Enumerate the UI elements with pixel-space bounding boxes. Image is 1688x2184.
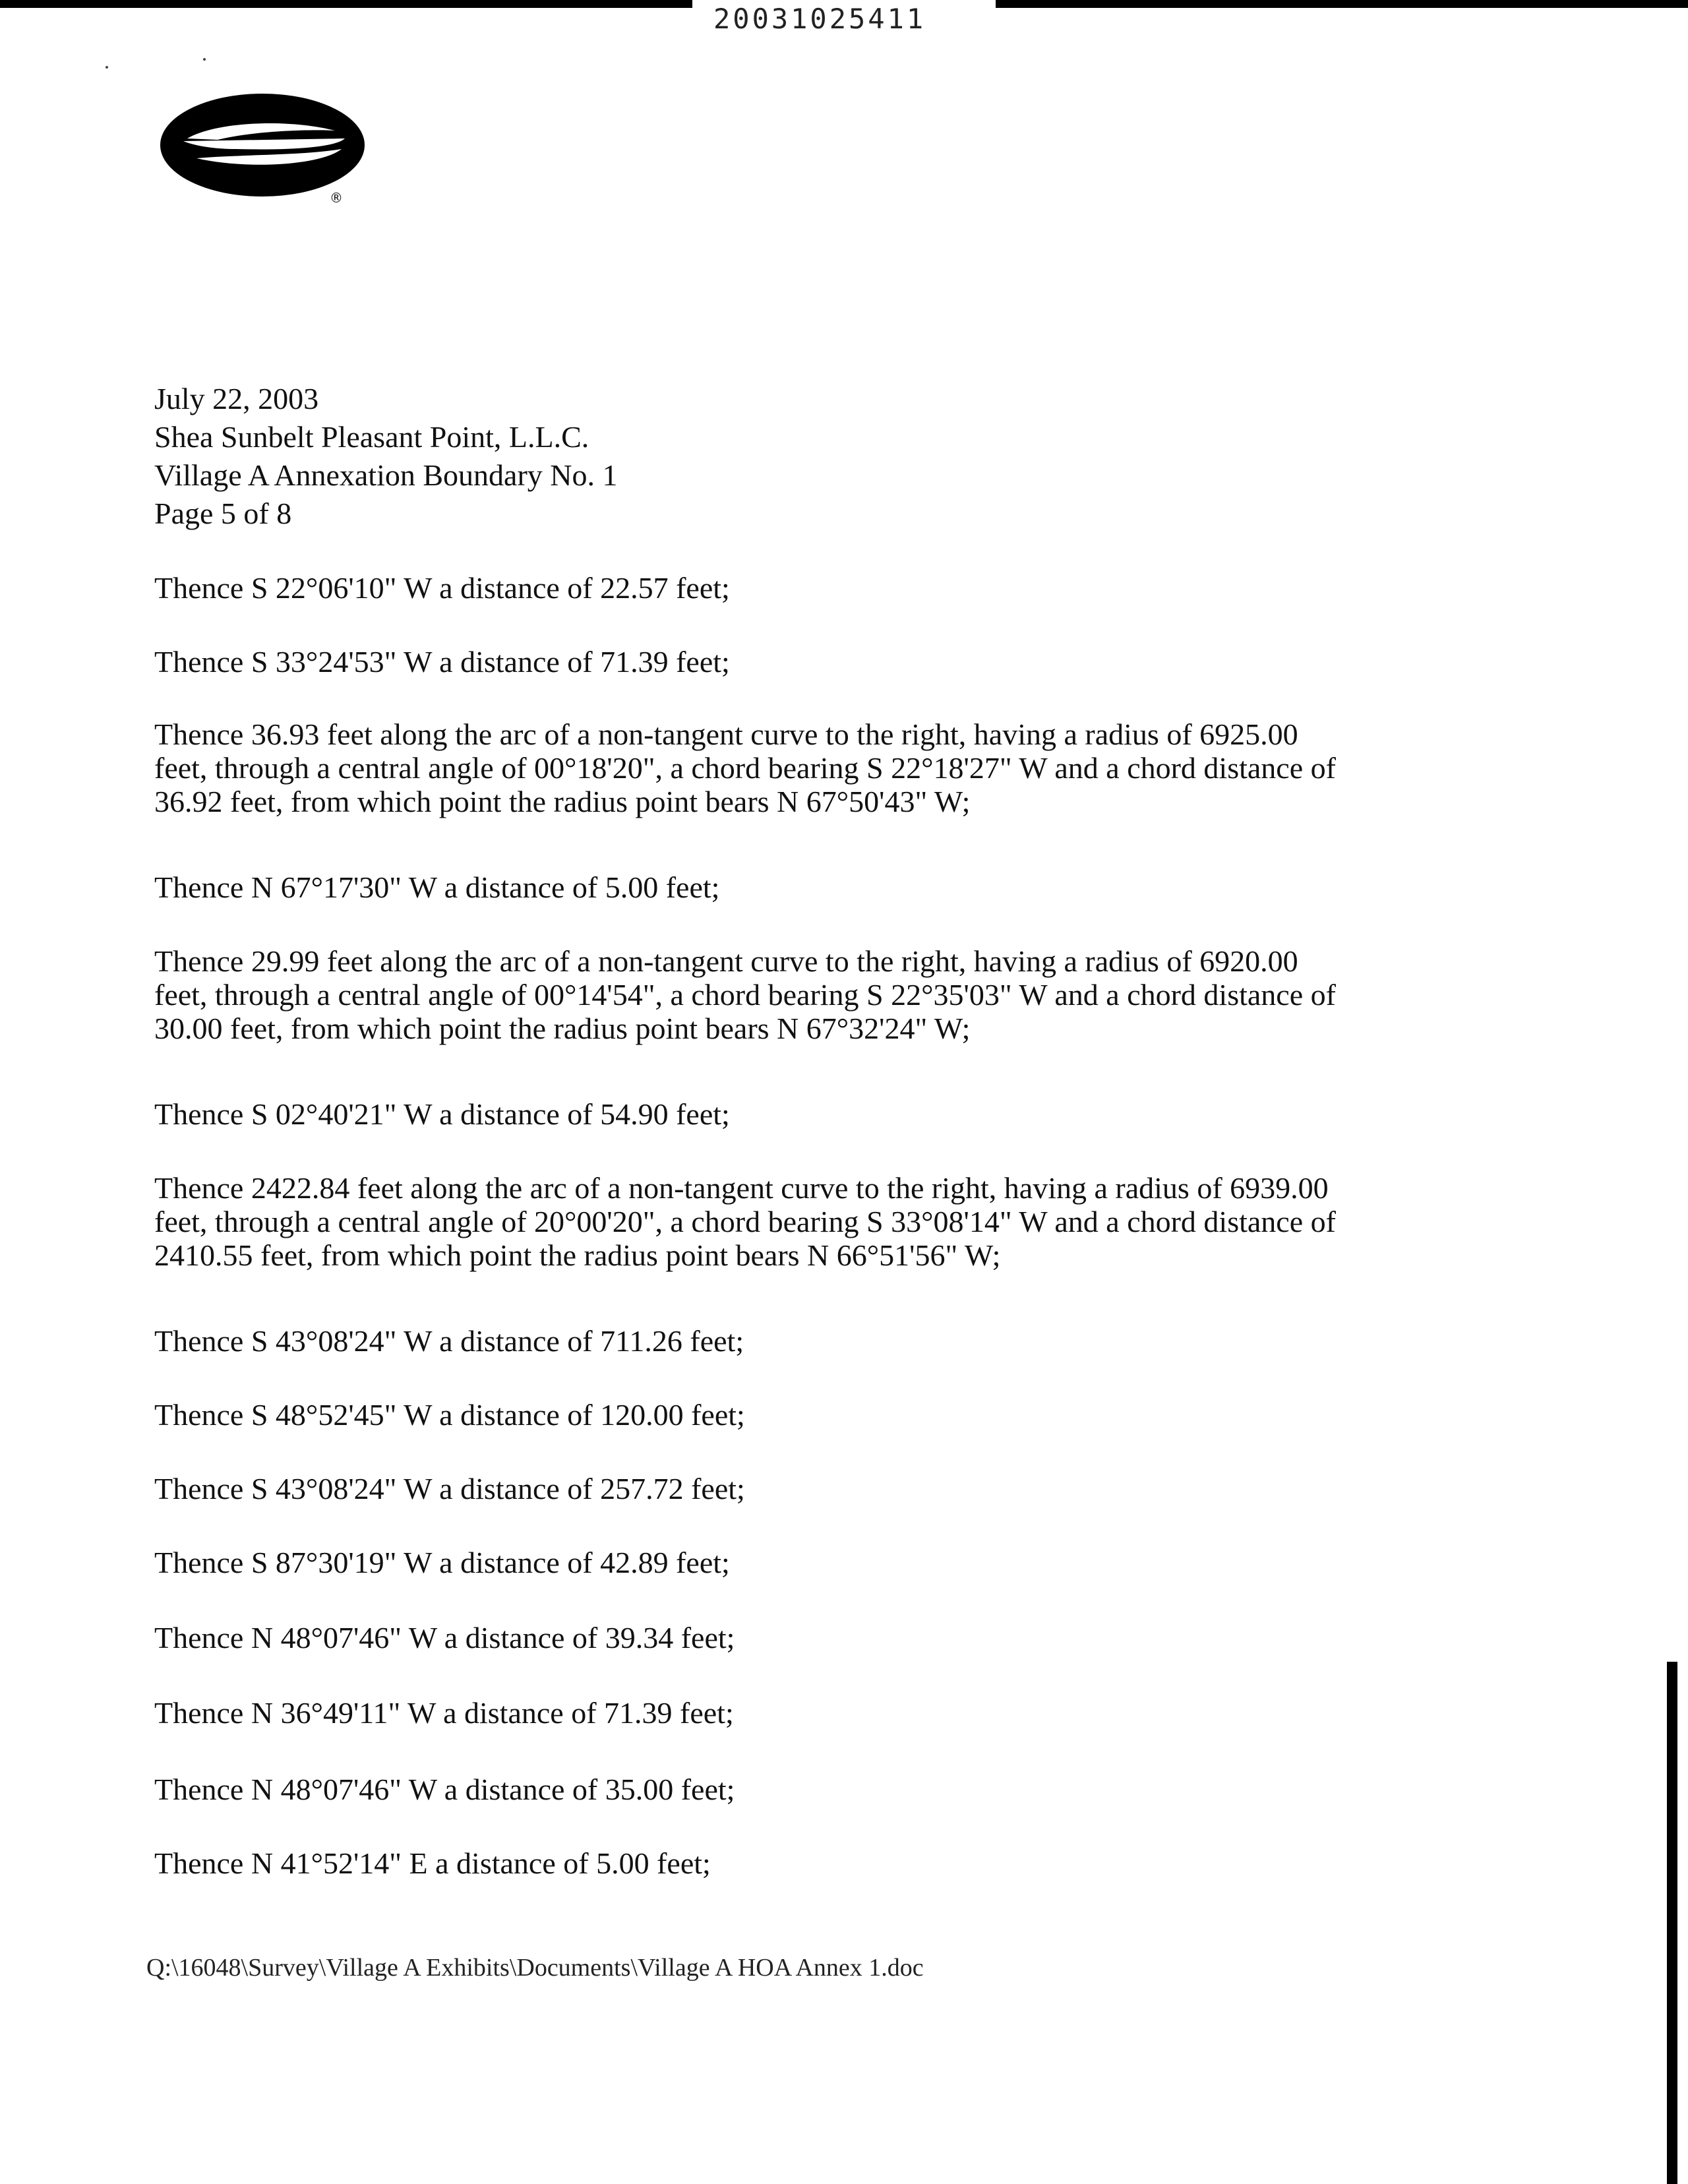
boundary-call: Thence S 43°08'24" W a distance of 711.26 feet; bbox=[154, 1324, 744, 1358]
boundary-call: Thence S 48°52'45" W a distance of 120.00 feet; bbox=[154, 1398, 745, 1432]
boundary-call: Thence S 43°08'24" W a distance of 257.72 feet; bbox=[154, 1472, 745, 1505]
boundary-call: Thence N 67°17'30" W a distance of 5.00 feet; bbox=[154, 870, 720, 904]
boundary-call: Thence S 22°06'10" W a distance of 22.57 feet; bbox=[154, 571, 730, 605]
company-name: Shea Sunbelt Pleasant Point, L.L.C. bbox=[154, 420, 589, 454]
boundary-call: Thence N 41°52'14" E a distance of 5.00 feet; bbox=[154, 1846, 711, 1880]
document-id: 20031025411 bbox=[713, 3, 926, 35]
boundary-call: Thence S 33°24'53" W a distance of 71.39 feet; bbox=[154, 645, 730, 679]
registered-mark: ® bbox=[330, 190, 343, 206]
scan-speck bbox=[203, 58, 206, 61]
boundary-call: Thence N 48°07'46" W a distance of 39.34 feet; bbox=[154, 1621, 735, 1654]
scan-border-right-edge bbox=[1667, 1662, 1677, 2184]
boundary-call: Thence N 48°07'46" W a distance of 35.00 feet; bbox=[154, 1773, 735, 1806]
scan-speck bbox=[106, 66, 108, 69]
letter-date: July 22, 2003 bbox=[154, 382, 319, 415]
project-title: Village A Annexation Boundary No. 1 bbox=[154, 458, 618, 492]
footer-file-path: Q:\16048\Survey\Village A Exhibits\Documents\Village A HOA Annex 1.doc bbox=[146, 1954, 924, 1982]
boundary-call-curve: Thence 36.93 feet along the arc of a non-tangent curve to the right, having a radius of 6925.00 feet, through a central angle of 00°18'20", a chord bearing S 22°18'27" W and a chord distance of 36.92 feet, from which point the radius point bears N 67°50'43" W; bbox=[154, 717, 1336, 818]
boundary-call: Thence N 36°49'11" W a distance of 71.39 feet; bbox=[154, 1696, 734, 1730]
shea-s-logo-icon bbox=[157, 92, 368, 211]
boundary-call-curve: Thence 29.99 feet along the arc of a non-tangent curve to the right, having a radius of 6920.00 feet, through a central angle of 00°14'54", a chord bearing S 22°35'03" W and a chord distance of 30.00 feet, from which point the radius point bears N 67°32'24" W; bbox=[154, 944, 1336, 1045]
scan-border-top-right bbox=[996, 0, 1688, 8]
boundary-call: Thence S 87°30'19" W a distance of 42.89 feet; bbox=[154, 1546, 730, 1579]
letter-header bbox=[154, 380, 618, 533]
page-number: Page 5 of 8 bbox=[154, 497, 292, 530]
boundary-call-curve: Thence 2422.84 feet along the arc of a non-tangent curve to the right, having a radius of 6939.00 feet, through a central angle of 20°00'20", a chord bearing S 33°08'14" W and a chord distance of 2410.55 feet, from which point the radius point bears N 66°51'56" W; bbox=[154, 1171, 1336, 1272]
boundary-call: Thence S 02°40'21" W a distance of 54.90 feet; bbox=[154, 1097, 730, 1131]
scan-border-top-left bbox=[0, 0, 692, 8]
